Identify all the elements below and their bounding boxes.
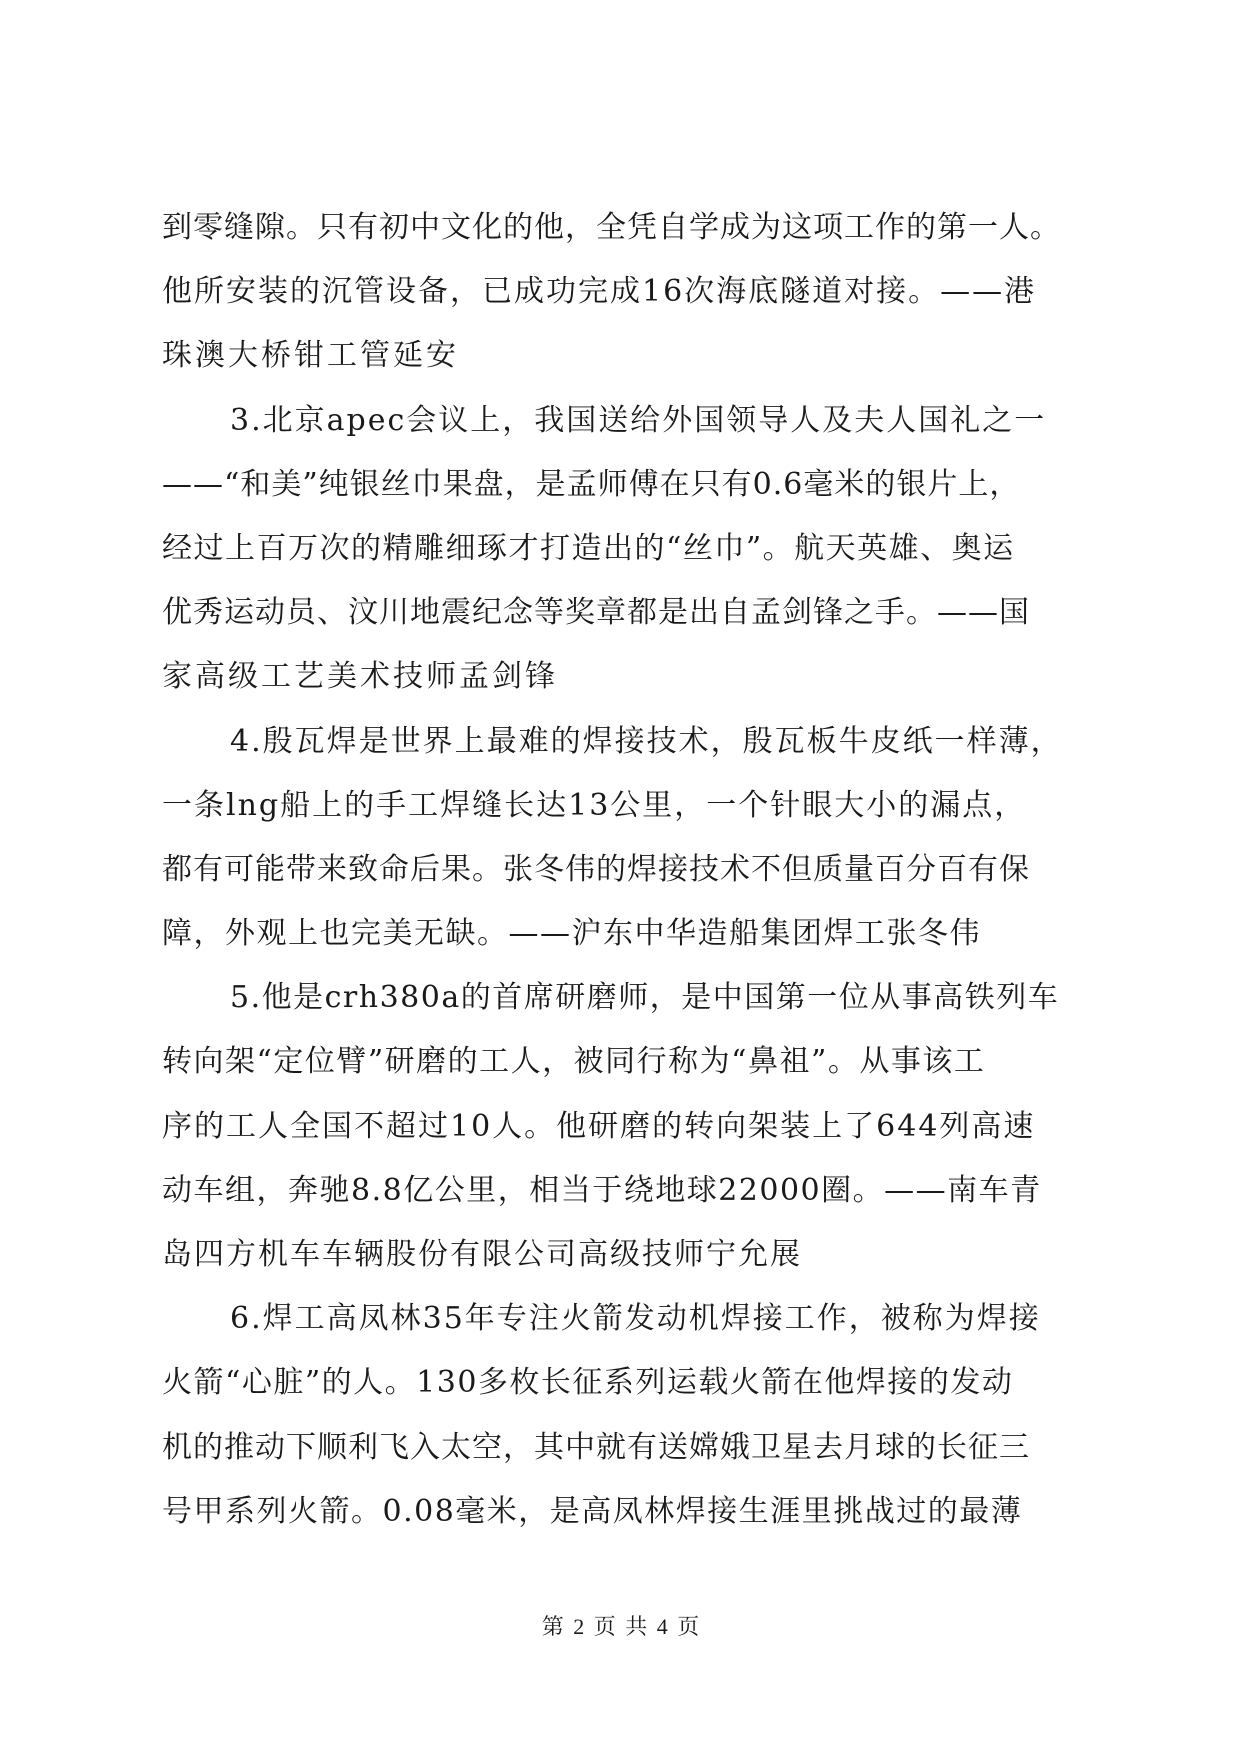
text-line: 障，外观上也完美无缺。——沪东中华造船集团焊工张冬伟: [162, 916, 981, 952]
text-line: 机的推动下顺利飞入太空，其中就有送嫦娥卫星去月球的长征三: [162, 1429, 1030, 1465]
text-line: 优秀运动员、汶川地震纪念等奖章都是出自孟剑锋之手。——国: [162, 595, 1030, 631]
paragraph-6-first-line: 6.焊工高凤林35年专注火箭发动机焊接工作，被称为焊接: [230, 1301, 1041, 1337]
text-line: 到零缝隙。只有初中文化的他，全凭自学成为这项工作的第一人。: [162, 210, 1061, 245]
text-line: 都有可能带来致命后果。张冬伟的焊接技术不但质量百分百有保: [162, 851, 1030, 887]
text-line: 号甲系列火箭。0.08毫米，是高凤林焊接生涯里挑战过的最薄: [162, 1493, 1023, 1529]
text-line: 一条lng船上的手工焊缝长达13公里，一个针眼大小的漏点，: [162, 787, 1027, 823]
text-line: 岛四方机车车辆股份有限公司高级技师宁允展: [162, 1237, 802, 1272]
text-line: 转向架“定位臂”研磨的工人，被同行称为“鼻祖”。从事该工: [162, 1044, 986, 1080]
text-line: 动车组，奔驰8.8亿公里，相当于绕地球22000圈。——南车青: [162, 1172, 1042, 1208]
page-number-footer: 第 2 页 共 4 页: [541, 1614, 700, 1639]
paragraph-4-first-line: 4.殷瓦焊是世界上最难的焊接技术，殷瓦板牛皮纸一样薄，: [230, 723, 1063, 759]
text-line: 序的工人全国不超过10人。他研磨的转向架装上了644列高速: [162, 1108, 1036, 1144]
paragraph-5-first-line: 5.他是crh380a的首席研磨师，是中国第一位从事高铁列车: [230, 980, 1060, 1016]
text-line: 他所安装的沉管设备，已成功完成16次海底隧道对接。——港: [162, 274, 1037, 310]
text-line: 珠澳大桥钳工管延安: [162, 338, 459, 374]
text-line: 家高级工艺美术技师孟剑锋: [162, 659, 558, 695]
body-text: [162, 196, 1082, 1544]
paragraph-3-first-line: 3.北京apec会议上，我国送给外国领导人及夫人国礼之一: [230, 402, 1047, 438]
text-line: 火箭“心脏”的人。130多枚长征系列运载火箭在他焊接的发动: [162, 1365, 1014, 1401]
text-line: 经过上百万次的精雕细琢才打造出的“丝巾”。航天英雄、奥运: [162, 530, 1015, 566]
text-line: ——“和美”纯银丝巾果盘，是孟师傅在只有0.6毫米的银片上，: [162, 466, 1021, 502]
